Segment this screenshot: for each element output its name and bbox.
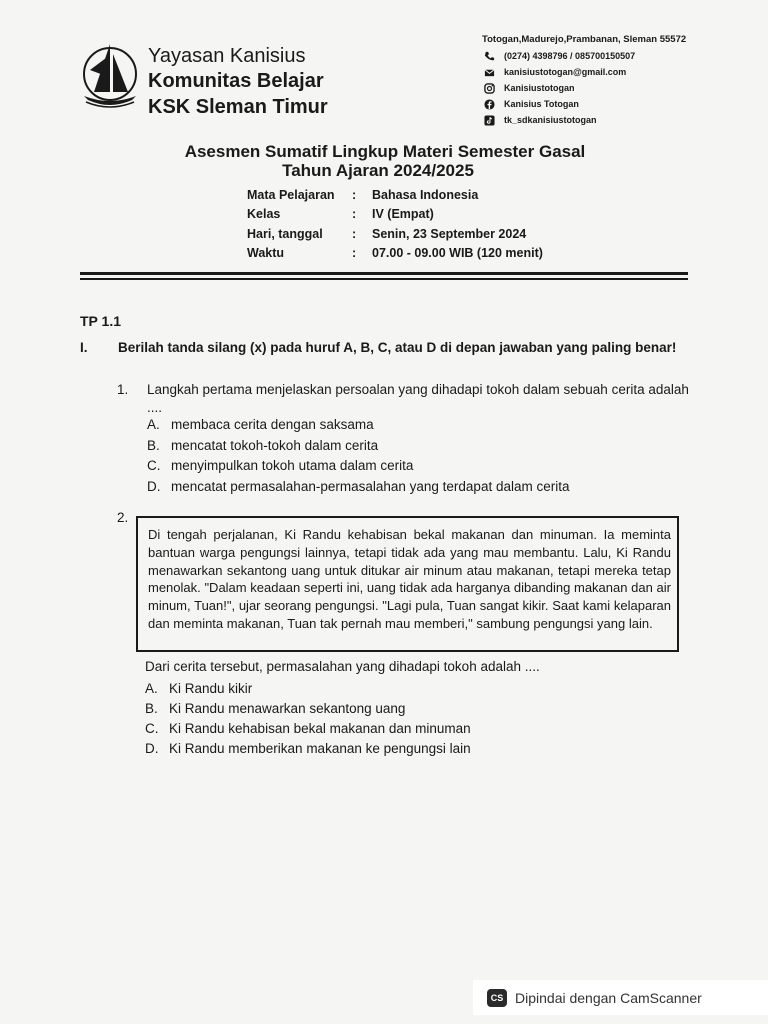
option-b[interactable]: B. mencatat tokoh-tokoh dalam cerita [147, 437, 379, 453]
section-text: Berilah tanda silang (x) pada huruf A, B, C, atau D di depan jawaban yang paling benar! [118, 340, 677, 355]
address: Totogan,Madurejo,Prambanan, Sleman 55572 [482, 34, 687, 45]
contact-instagram: Kanisiustotogan [482, 80, 686, 96]
watermark-text: Dipindai dengan CamScanner [515, 989, 702, 1006]
question-2-options [145, 678, 471, 758]
meta-row: Kelas : IV (Empat) [247, 207, 434, 222]
option-b[interactable]: B. Ki Randu menawarkan sekantong uang [145, 700, 406, 716]
academic-year: Tahun Ajaran 2024/2025 [282, 161, 474, 180]
camscanner-watermark [473, 980, 768, 1015]
exam-title: Asesmen Sumatif Lingkup Materi Semester Gasal [184, 142, 586, 161]
meta-row: Hari, tanggal : Senin, 23 September 2024 [247, 226, 527, 241]
option-c[interactable]: C. Ki Randu kehabisan bekal makanan dan minuman [145, 720, 471, 736]
question-2-number: 2. [117, 510, 129, 525]
header-divider-thick [80, 272, 688, 275]
section-number: I. [80, 340, 88, 355]
phone-icon [482, 50, 496, 62]
question-text: Langkah pertama menjelaskan persoalan yang dihadapi tokoh dalam sebuah cerita adalah .... [147, 382, 689, 415]
email-icon [482, 66, 496, 78]
question-number: 1. [117, 382, 129, 397]
meta-row: Mata Pelajaran : Bahasa Indonesia [247, 187, 479, 202]
facebook-icon [482, 98, 496, 110]
contact-phone: (0274) 4398796 / 085700150507 [482, 48, 686, 64]
meta-row: Waktu : 07.00 - 09.00 WIB (120 menit) [247, 246, 543, 261]
option-a[interactable]: A. Ki Randu kikir [145, 680, 253, 696]
learning-objective-label: TP 1.1 [80, 313, 121, 329]
option-a[interactable]: A. membaca cerita dengan saksama [147, 417, 374, 433]
instagram-icon [482, 82, 496, 94]
org-line1: Yayasan Kanisius [148, 45, 306, 67]
camscanner-logo-icon: CS [487, 989, 507, 1007]
question-2-text: Dari cerita tersebut, permasalahan yang dihadapi tokoh adalah .... [145, 659, 540, 674]
contact-block [482, 34, 686, 128]
tiktok-icon [482, 114, 496, 126]
contact-email: kanisiustotogan@gmail.com [482, 64, 686, 80]
contact-tiktok: tk_sdkanisiustotogan [482, 112, 686, 128]
option-c[interactable]: C. menyimpulkan tokoh utama dalam cerita [147, 458, 414, 474]
option-d[interactable]: D. mencatat permasalahan-permasalahan yang terdapat dalam cerita [147, 478, 570, 494]
kanisius-logo [80, 40, 140, 112]
header-divider-thin [80, 278, 688, 280]
org-line2: Komunitas Belajar [148, 70, 324, 92]
org-line3: KSK Sleman Timur [148, 96, 328, 118]
organization-name [148, 44, 328, 120]
exam-meta [247, 185, 543, 263]
contact-facebook: Kanisius Totogan [482, 96, 686, 112]
option-d[interactable]: D. Ki Randu memberikan makanan ke pengungsi lain [145, 740, 471, 756]
question-1-options [147, 415, 569, 497]
story-box: Di tengah perjalanan, Ki Randu kehabisan bekal makanan dan minuman. Ia meminta bantuan warga pengungsi lainnya, tetapi tidak ada yang mau membantu. Lalu, Ki Randu menawarkan sekantong uang untuk ditukar air minum atau makanan, tetapi mereka tetap menolak. "Dalam keadaan seperti ini, uang tidak ada harganya dibanding makanan dan air minum, Tuan!", ujar seorang pengungsi. "Lagi pula, Tuan sangat kikir. Saat kami kelaparan dan meminta makanan, Tuan tak pernah mau memberi," sambung pengungsi yang lain. [136, 516, 679, 652]
